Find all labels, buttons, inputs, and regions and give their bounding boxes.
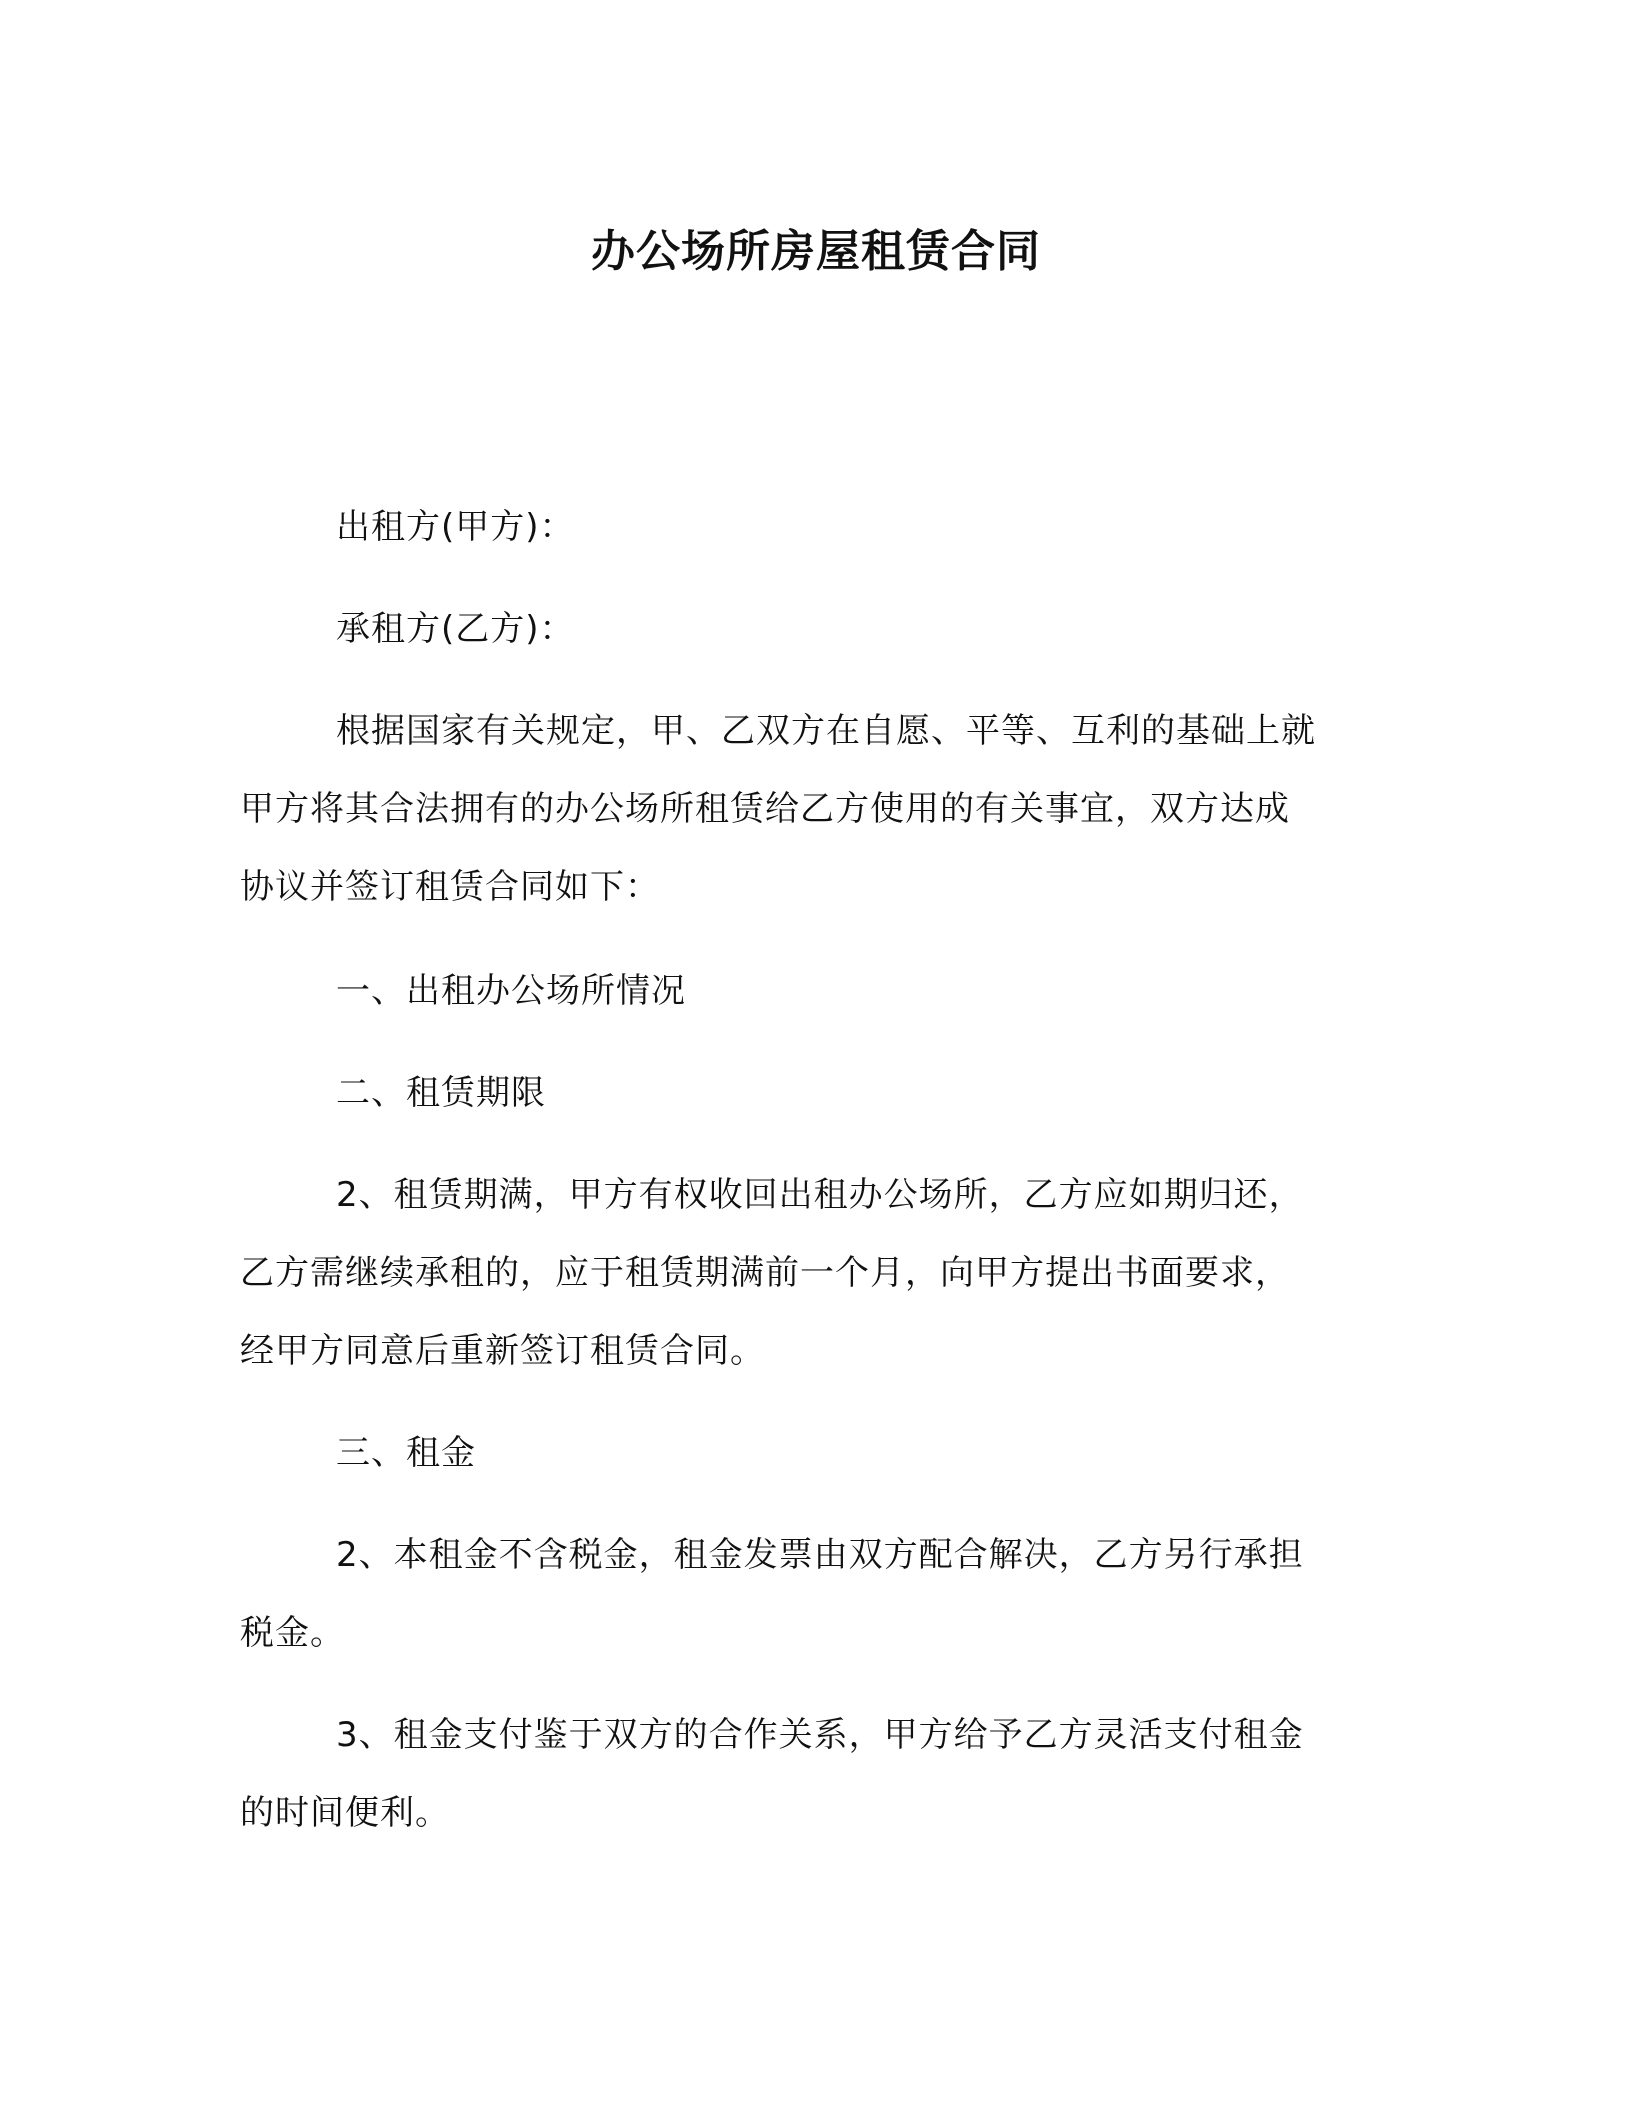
section3-item2-line-2: 税金。 xyxy=(240,1613,345,1653)
document-title: 办公场所房屋租赁合同 xyxy=(591,226,1041,277)
section1-heading xyxy=(240,952,1400,1030)
lessee-label-text: 承租方(乙方)： xyxy=(336,609,575,649)
section2-heading-text: 二、租赁期限 xyxy=(336,1073,546,1113)
intro-line-3: 协议并签订租赁合同如下： xyxy=(240,867,660,907)
section3-item3-line-2: 的时间便利。 xyxy=(240,1793,450,1833)
section2-item2 xyxy=(240,1156,1400,1390)
section3-item3-line-1: 3、租金支付鉴于双方的合作关系，甲方给予乙方灵活支付租金 xyxy=(336,1715,1304,1755)
lessor-label xyxy=(240,488,1400,566)
lessee-label xyxy=(240,590,1400,668)
section3-item3 xyxy=(240,1696,1400,1852)
lessor-label-text: 出租方(甲方)： xyxy=(336,507,575,547)
intro-paragraph xyxy=(240,692,1400,926)
section2-item2-line-2: 乙方需继续承租的，应于租赁期满前一个月，向甲方提出书面要求， xyxy=(240,1253,1290,1293)
section1-heading-text: 一、出租办公场所情况 xyxy=(336,971,686,1011)
section3-heading xyxy=(240,1414,1400,1492)
intro-line-2: 甲方将其合法拥有的办公场所租赁给乙方使用的有关事宜，双方达成 xyxy=(240,789,1290,829)
section3-item2-line-1: 2、本租金不含税金，租金发票由双方配合解决，乙方另行承担 xyxy=(336,1535,1304,1575)
section2-item2-line-1: 2、租赁期满，甲方有权收回出租办公场所，乙方应如期归还， xyxy=(336,1175,1304,1215)
intro-line-1: 根据国家有关规定，甲、乙双方在自愿、平等、互利的基础上就 xyxy=(336,711,1316,751)
section2-item2-line-3: 经甲方同意后重新签订租赁合同。 xyxy=(240,1331,765,1371)
section3-heading-text: 三、租金 xyxy=(336,1433,476,1473)
section2-heading xyxy=(240,1054,1400,1132)
section3-item2 xyxy=(240,1516,1400,1672)
